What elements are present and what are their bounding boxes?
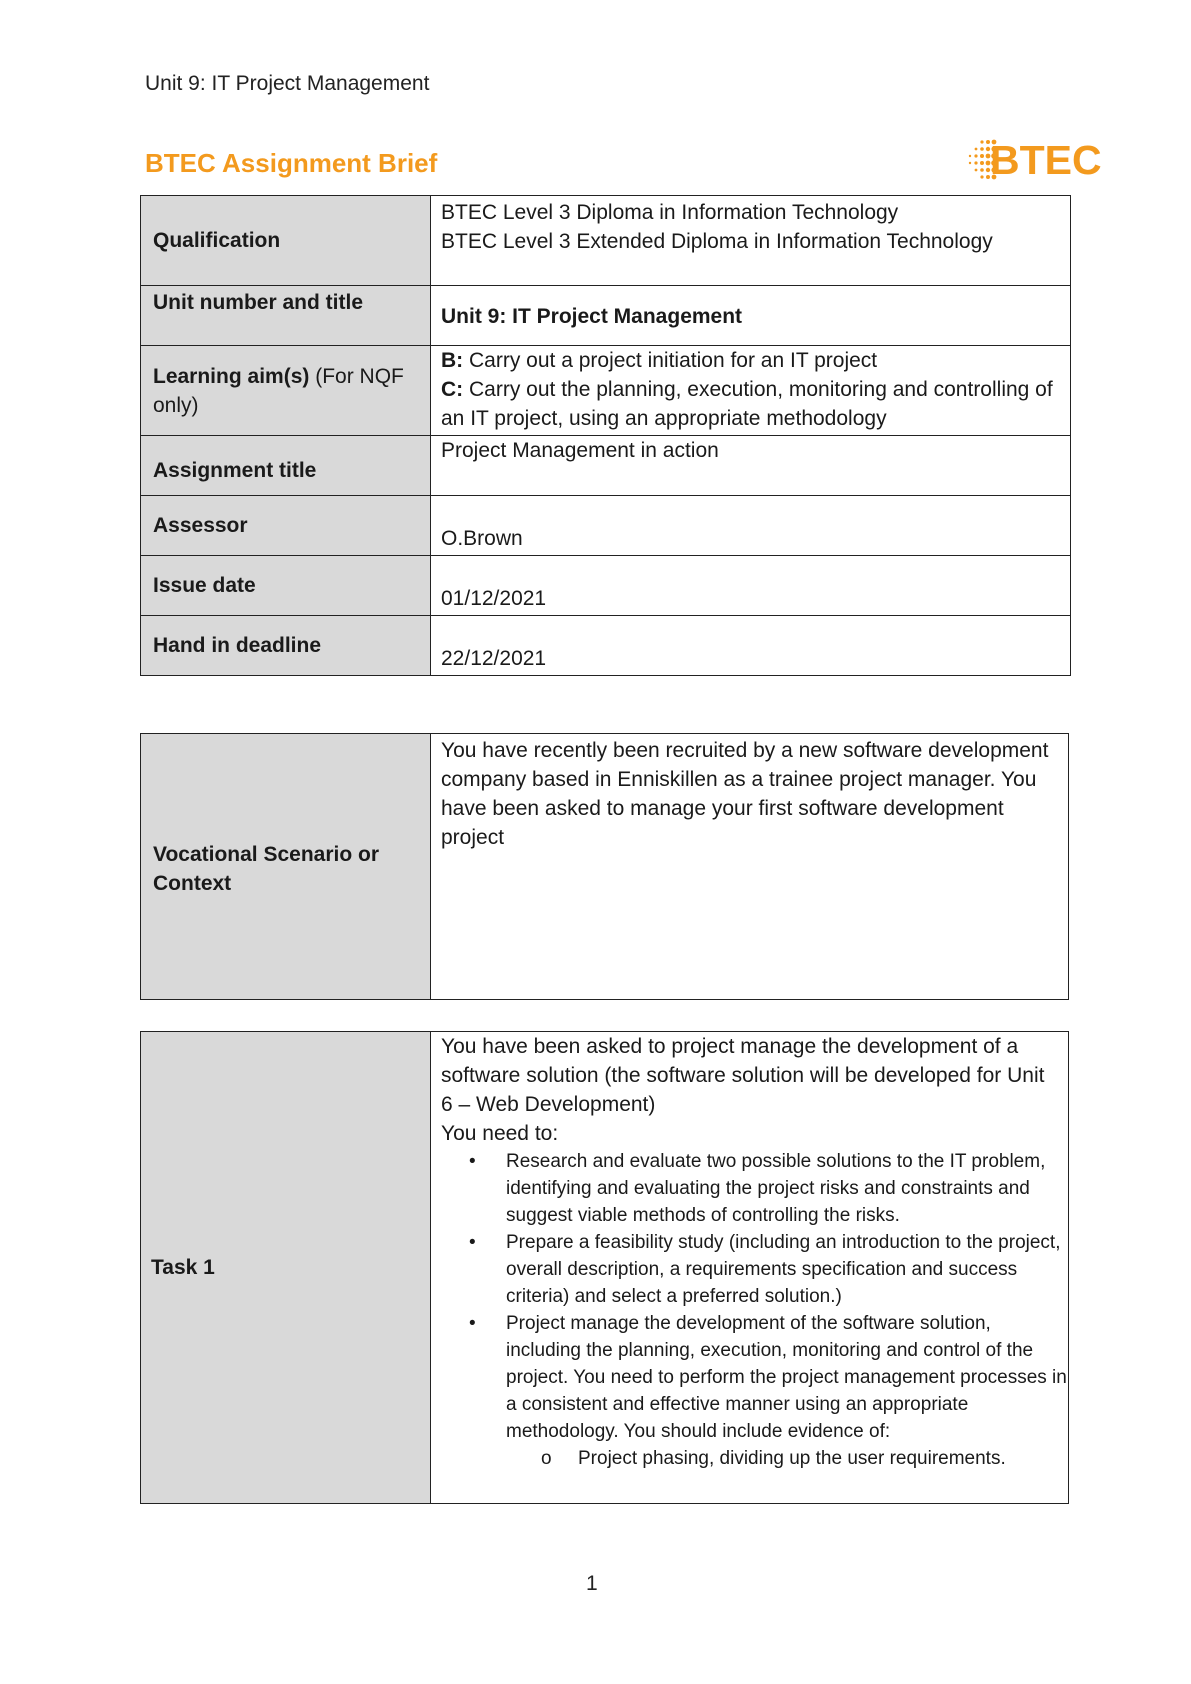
assignment-info-table	[140, 195, 1071, 676]
task-1-table	[140, 1031, 1069, 1504]
task-1-label: Task 1	[141, 1032, 431, 1504]
assignment-title-value: Project Management in action	[431, 436, 1071, 496]
qualification-label: Qualification	[141, 196, 431, 286]
list-item: • Prepare a feasibility study (including an introduction to the project, overall description, a requirements specification and success criteria) and select a preferred solution.)	[469, 1232, 1061, 1307]
qualification-value	[431, 196, 1071, 286]
sub-list-item: o Project phasing, dividing up the user requirements.	[541, 1448, 1006, 1469]
assessor-label: Assessor	[141, 496, 431, 556]
row-deadline	[141, 616, 1071, 676]
deadline-value: 22/12/2021	[431, 616, 1071, 676]
aim-c: C: Carry out the planning, execution, monitoring and controlling of an IT project, using an appropriate methodology	[441, 378, 1053, 430]
qualification-line-1: BTEC Level 3 Diploma in Information Technology	[441, 201, 899, 224]
row-task-1	[141, 1032, 1069, 1504]
aim-b: B: Carry out a project initiation for an IT project	[441, 349, 878, 372]
issue-date-label: Issue date	[141, 556, 431, 616]
logo-wordmark: BTEC	[990, 137, 1102, 183]
unit-value: Unit 9: IT Project Management	[431, 286, 1071, 346]
row-qualification	[141, 196, 1071, 286]
qualification-line-2: BTEC Level 3 Extended Diploma in Information Technology	[441, 230, 993, 253]
scenario-table	[140, 733, 1069, 1000]
row-learning-aims	[141, 346, 1071, 436]
unit-label: Unit number and title	[141, 286, 431, 346]
row-scenario	[141, 734, 1069, 1000]
task-1-bullet-list	[431, 1148, 1068, 1445]
task-1-intro: You have been asked to project manage the development of a software solution (the software solution will be developed for Unit 6 – Web Development)	[441, 1035, 1045, 1116]
page-number: 1	[586, 1572, 598, 1595]
brief-title: BTEC Assignment Brief	[145, 148, 438, 178]
learning-aims-label: Learning aim(s) (For NQF only)	[141, 346, 431, 436]
list-item: • Project manage the development of the software solution, including the planning, execution, monitoring and control of the project. You need to perform the project management processes in a consistent and effective manner using an appropriate methodology. You should include evidence of:	[469, 1313, 1067, 1442]
row-assessor	[141, 496, 1071, 556]
list-item: • Research and evaluate two possible solutions to the IT problem, identifying and evaluating the project risks and constraints and suggest viable methods of controlling the risks.	[469, 1151, 1046, 1226]
assessor-value: O.Brown	[431, 496, 1071, 556]
scenario-label: Vocational Scenario or Context	[141, 734, 431, 1000]
btec-logo	[962, 136, 1112, 186]
issue-date-value: 01/12/2021	[431, 556, 1071, 616]
task-1-need: You need to:	[441, 1122, 559, 1145]
page-header-unit-title: Unit 9: IT Project Management	[145, 72, 430, 95]
row-unit	[141, 286, 1071, 346]
task-1-content	[431, 1032, 1069, 1504]
scenario-text: You have recently been recruited by a new software development company based in Enniskillen as a trainee project manager. You have been asked to manage your first software development project	[431, 734, 1069, 1000]
learning-aims-value	[431, 346, 1071, 436]
assignment-title-label: Assignment title	[141, 436, 431, 496]
row-assignment-title	[141, 436, 1071, 496]
row-issue-date	[141, 556, 1071, 616]
deadline-label: Hand in deadline	[141, 616, 431, 676]
